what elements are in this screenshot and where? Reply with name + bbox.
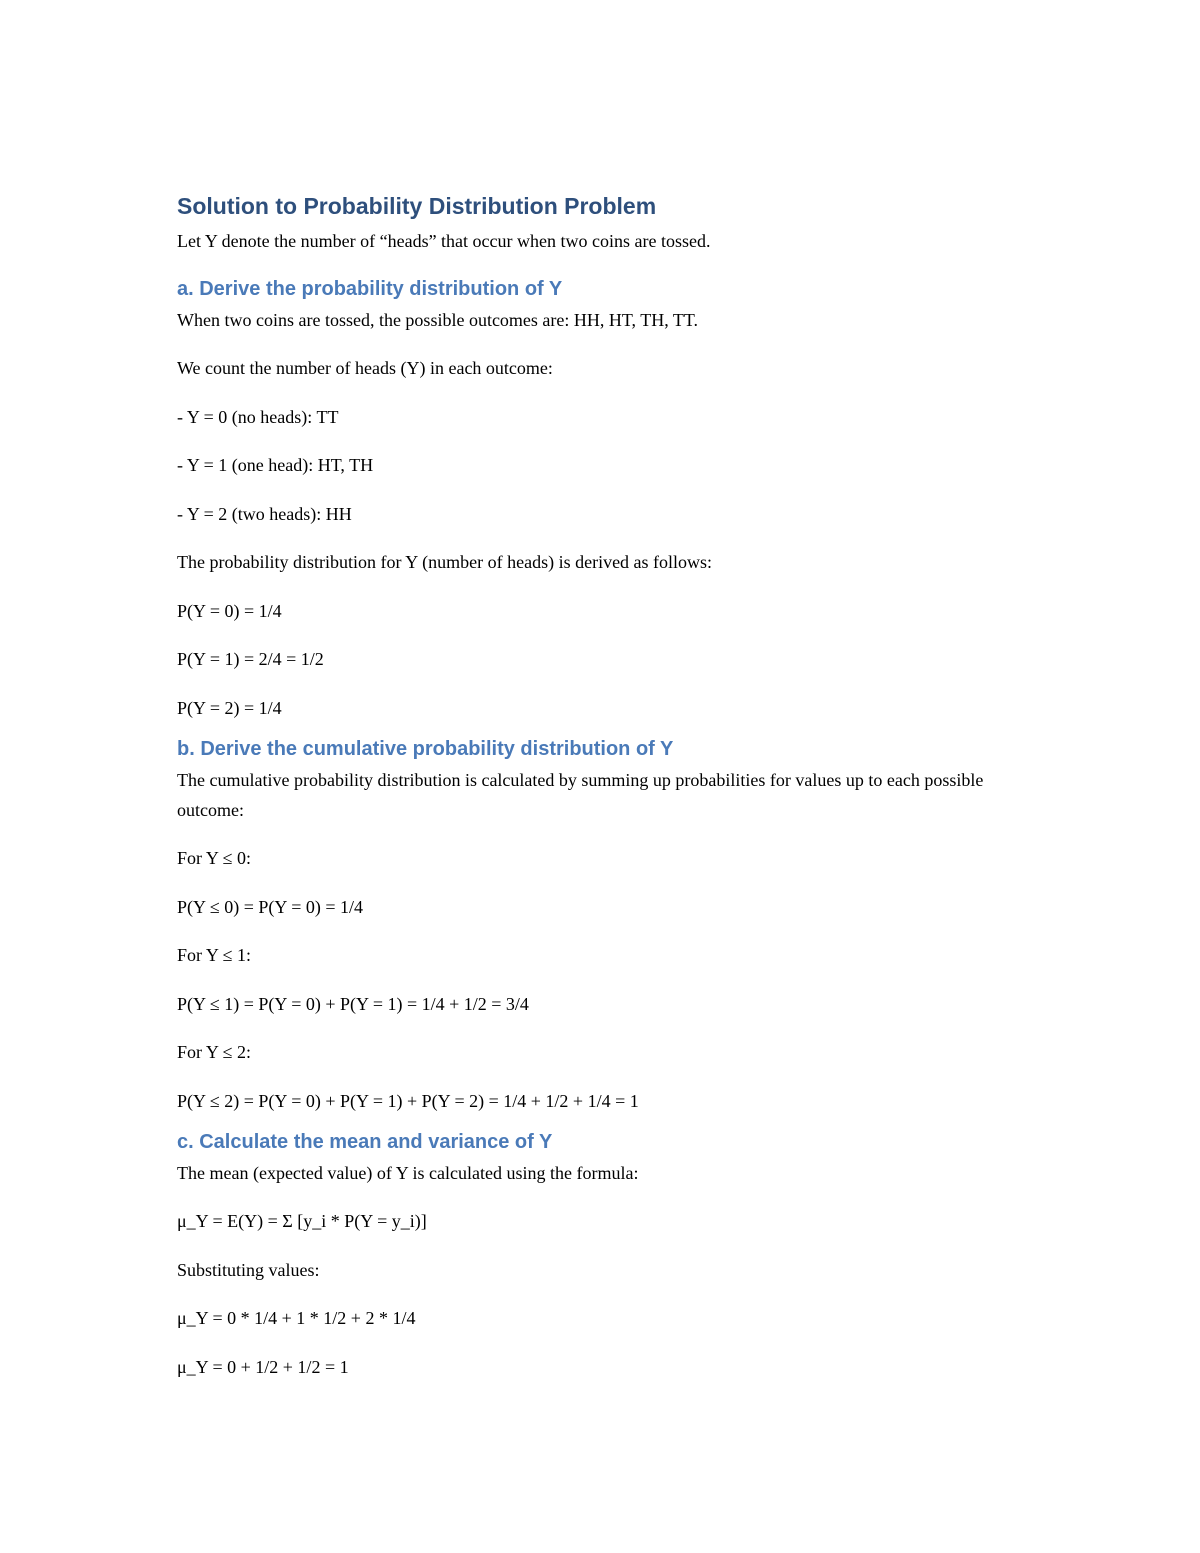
section-b-heading: b. Derive the cumulative probability distribution of Y xyxy=(177,737,674,760)
section-c-line: μ_Y = 0 + 1/2 + 1/2 = 1 xyxy=(177,1356,349,1377)
section-a-line: - Y = 1 (one head): HT, TH xyxy=(177,455,374,475)
section-b-line: For Y ≤ 0: xyxy=(177,848,252,868)
section-a-line: P(Y = 2) = 1/4 xyxy=(177,697,282,718)
section-a-line: The probability distribution for Y (number of heads) is derived as follows: xyxy=(177,552,713,572)
section-a-line: - Y = 2 (two heads): HH xyxy=(177,503,352,524)
section-c-line: μ_Y = 0 * 1/4 + 1 * 1/2 + 2 * 1/4 xyxy=(177,1308,416,1328)
section-a-line: P(Y = 1) = 2/4 = 1/2 xyxy=(177,649,324,669)
section-b-line: For Y ≤ 1: xyxy=(177,945,252,965)
intro-paragraph: Let Y denote the number of “heads” that occur when two coins are tossed. xyxy=(177,231,711,251)
section-b-line: P(Y ≤ 1) = P(Y = 0) + P(Y = 1) = 1/4 + 1/2 = 3/4 xyxy=(177,993,529,1014)
section-b-line: P(Y ≤ 2) = P(Y = 0) + P(Y = 1) + P(Y = 2) = 1/4 + 1/2 + 1/4 = 1 xyxy=(177,1090,639,1111)
section-a-line: We count the number of heads (Y) in each outcome: xyxy=(177,358,553,378)
section-a-line: When two coins are tossed, the possible outcomes are: HH, HT, TH, TT. xyxy=(177,309,699,330)
document-title: Solution to Probability Distribution Problem xyxy=(177,193,657,219)
document-page xyxy=(177,190,1037,1382)
section-c-line: The mean (expected value) of Y is calculated using the formula: xyxy=(177,1162,639,1183)
section-a-line: P(Y = 0) = 1/4 xyxy=(177,600,282,621)
section-b-intro: The cumulative probability distribution is calculated by summing up probabilities for values up to each possible outcome: xyxy=(177,769,984,820)
section-a-line: - Y = 0 (no heads): TT xyxy=(177,406,339,427)
section-c-line: Substituting values: xyxy=(177,1259,320,1280)
section-b-line: For Y ≤ 2: xyxy=(177,1042,252,1062)
section-a-heading: a. Derive the probability distribution of Y xyxy=(177,277,563,300)
section-b-line: P(Y ≤ 0) = P(Y = 0) = 1/4 xyxy=(177,896,363,917)
section-c-line: μ_Y = E(Y) = Σ [y_i * P(Y = y_i)] xyxy=(177,1211,427,1231)
section-c-heading: c. Calculate the mean and variance of Y xyxy=(177,1130,553,1153)
